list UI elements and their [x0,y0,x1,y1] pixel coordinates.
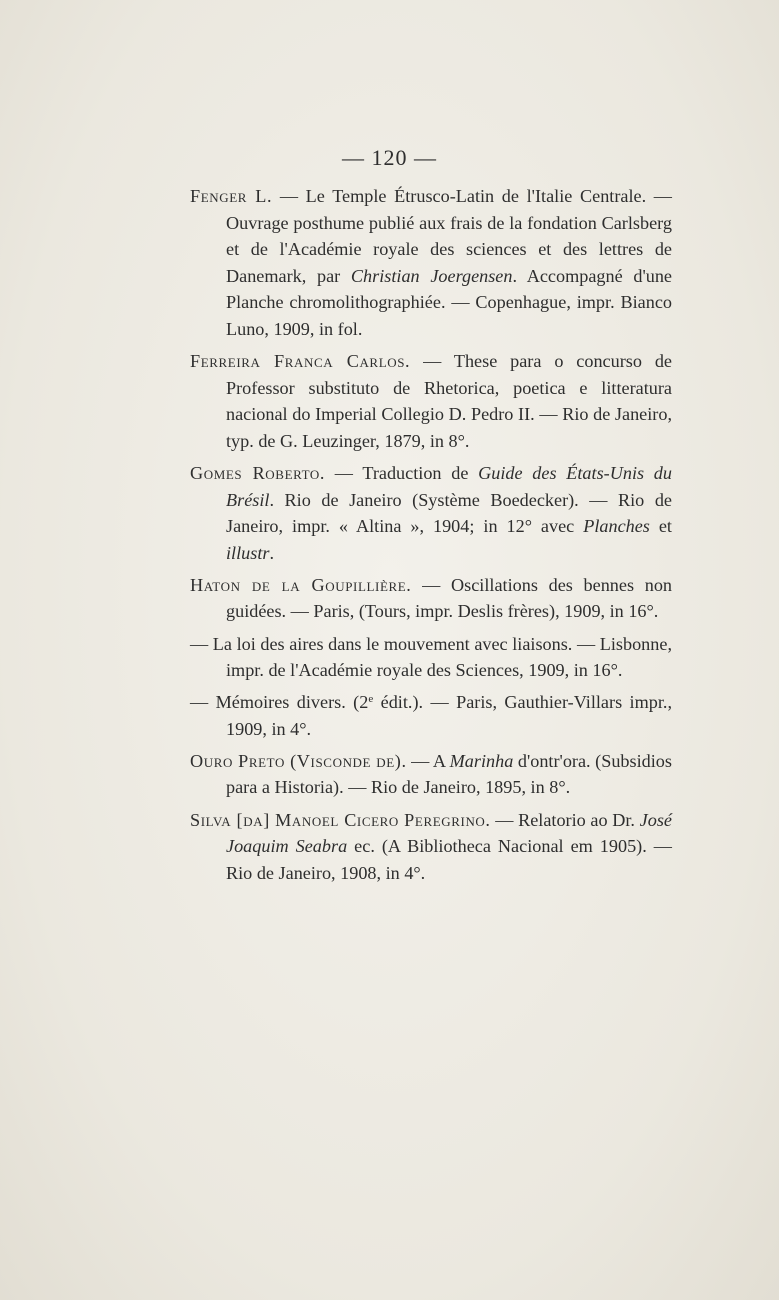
entry-text: — These para o concurso de Professor substituto de Rhetorica, poetica e litteratura nacional do Imperial Collegio D. Pedro II. — Rio de Janeiro, typ. de G. Leuzinger, 1879, in 8°. [226,351,672,451]
entry-text: . [269,542,275,563]
page-number: — 120 — [342,145,437,170]
entry-italic: illustr [226,542,270,563]
entry-text: — Relatorio ao Dr. [490,809,640,830]
entry-italic: Marinha [449,750,514,771]
entry-italic: Planches [583,516,650,537]
entry-author: Haton de la Goupillière. [190,574,412,595]
bibliography-list [190,183,672,892]
entry-text: — Le Temple Étrusco-Latin de l'Italie Centrale. — Ouvrage posthume publié aux frais de la fondation Carlsberg et de l'Académie royale des sciences et des lettres de Danemark, par [226,186,672,286]
entry-text: — Mémoires divers. (2 [190,692,369,713]
entry-author: Silva [da] Manoel Cicero Peregrino. [190,809,491,830]
entry-text: . Accompagné d'une Planche chromolithographiée. — Copenhague, impr. Bianco Luno, 1909, in fol. [226,265,672,339]
entry-fenger [190,183,672,343]
entry-text: — La loi des aires dans le mouvement avec liaisons. — Lisbonne, impr. de l'Académie royale des Sciences, 1909, in 16°. [190,633,672,681]
entry-haton-loi-des-aires [190,631,672,684]
entry-ouro-preto [190,748,672,801]
entry-italic: Christian Joergensen [350,265,513,286]
entry-text: — Traduction de [325,462,479,483]
entry-italic: José Joaquim Seabra [226,809,672,857]
entry-text: et [649,516,672,537]
entry-text: édit.). — Paris, Gauthier-Villars impr., 1909, in 4°. [226,692,672,739]
entry-text: ec. (A Bibliotheca Nacional em 1905). — Rio de Janeiro, 1908, in 4°. [226,836,672,883]
entry-author: Fenger L. [190,186,273,206]
entry-text: — A [406,750,450,771]
entry-text: . Rio de Janeiro (Système Boedecker). — Rio de Janeiro, impr. « Altina », 1904; in 12° avec [226,489,672,537]
entry-text: d'ontr'ora. (Subsidios para a Historia). — Rio de Janeiro, 1895, in 8°. [226,750,672,798]
entry-author: Ferreira Franca Carlos. [190,351,411,372]
entry-author: Gomes Roberto. [190,462,326,483]
entry-italic: Guide des États-Unis du Brésil [226,462,672,510]
entry-text: — Oscillations des bennes non guidées. — Paris, (Tours, impr. Deslis frères), 1909, in 16°. [226,574,673,622]
entry-silva [190,807,672,887]
entry-gomes [190,460,672,566]
entry-haton-memoires [190,689,672,742]
entry-ferreira-franca [190,348,672,454]
entry-superscript: e [368,693,374,706]
entry-author: Ouro Preto (Visconde de). [190,750,407,771]
entry-haton [190,572,672,625]
